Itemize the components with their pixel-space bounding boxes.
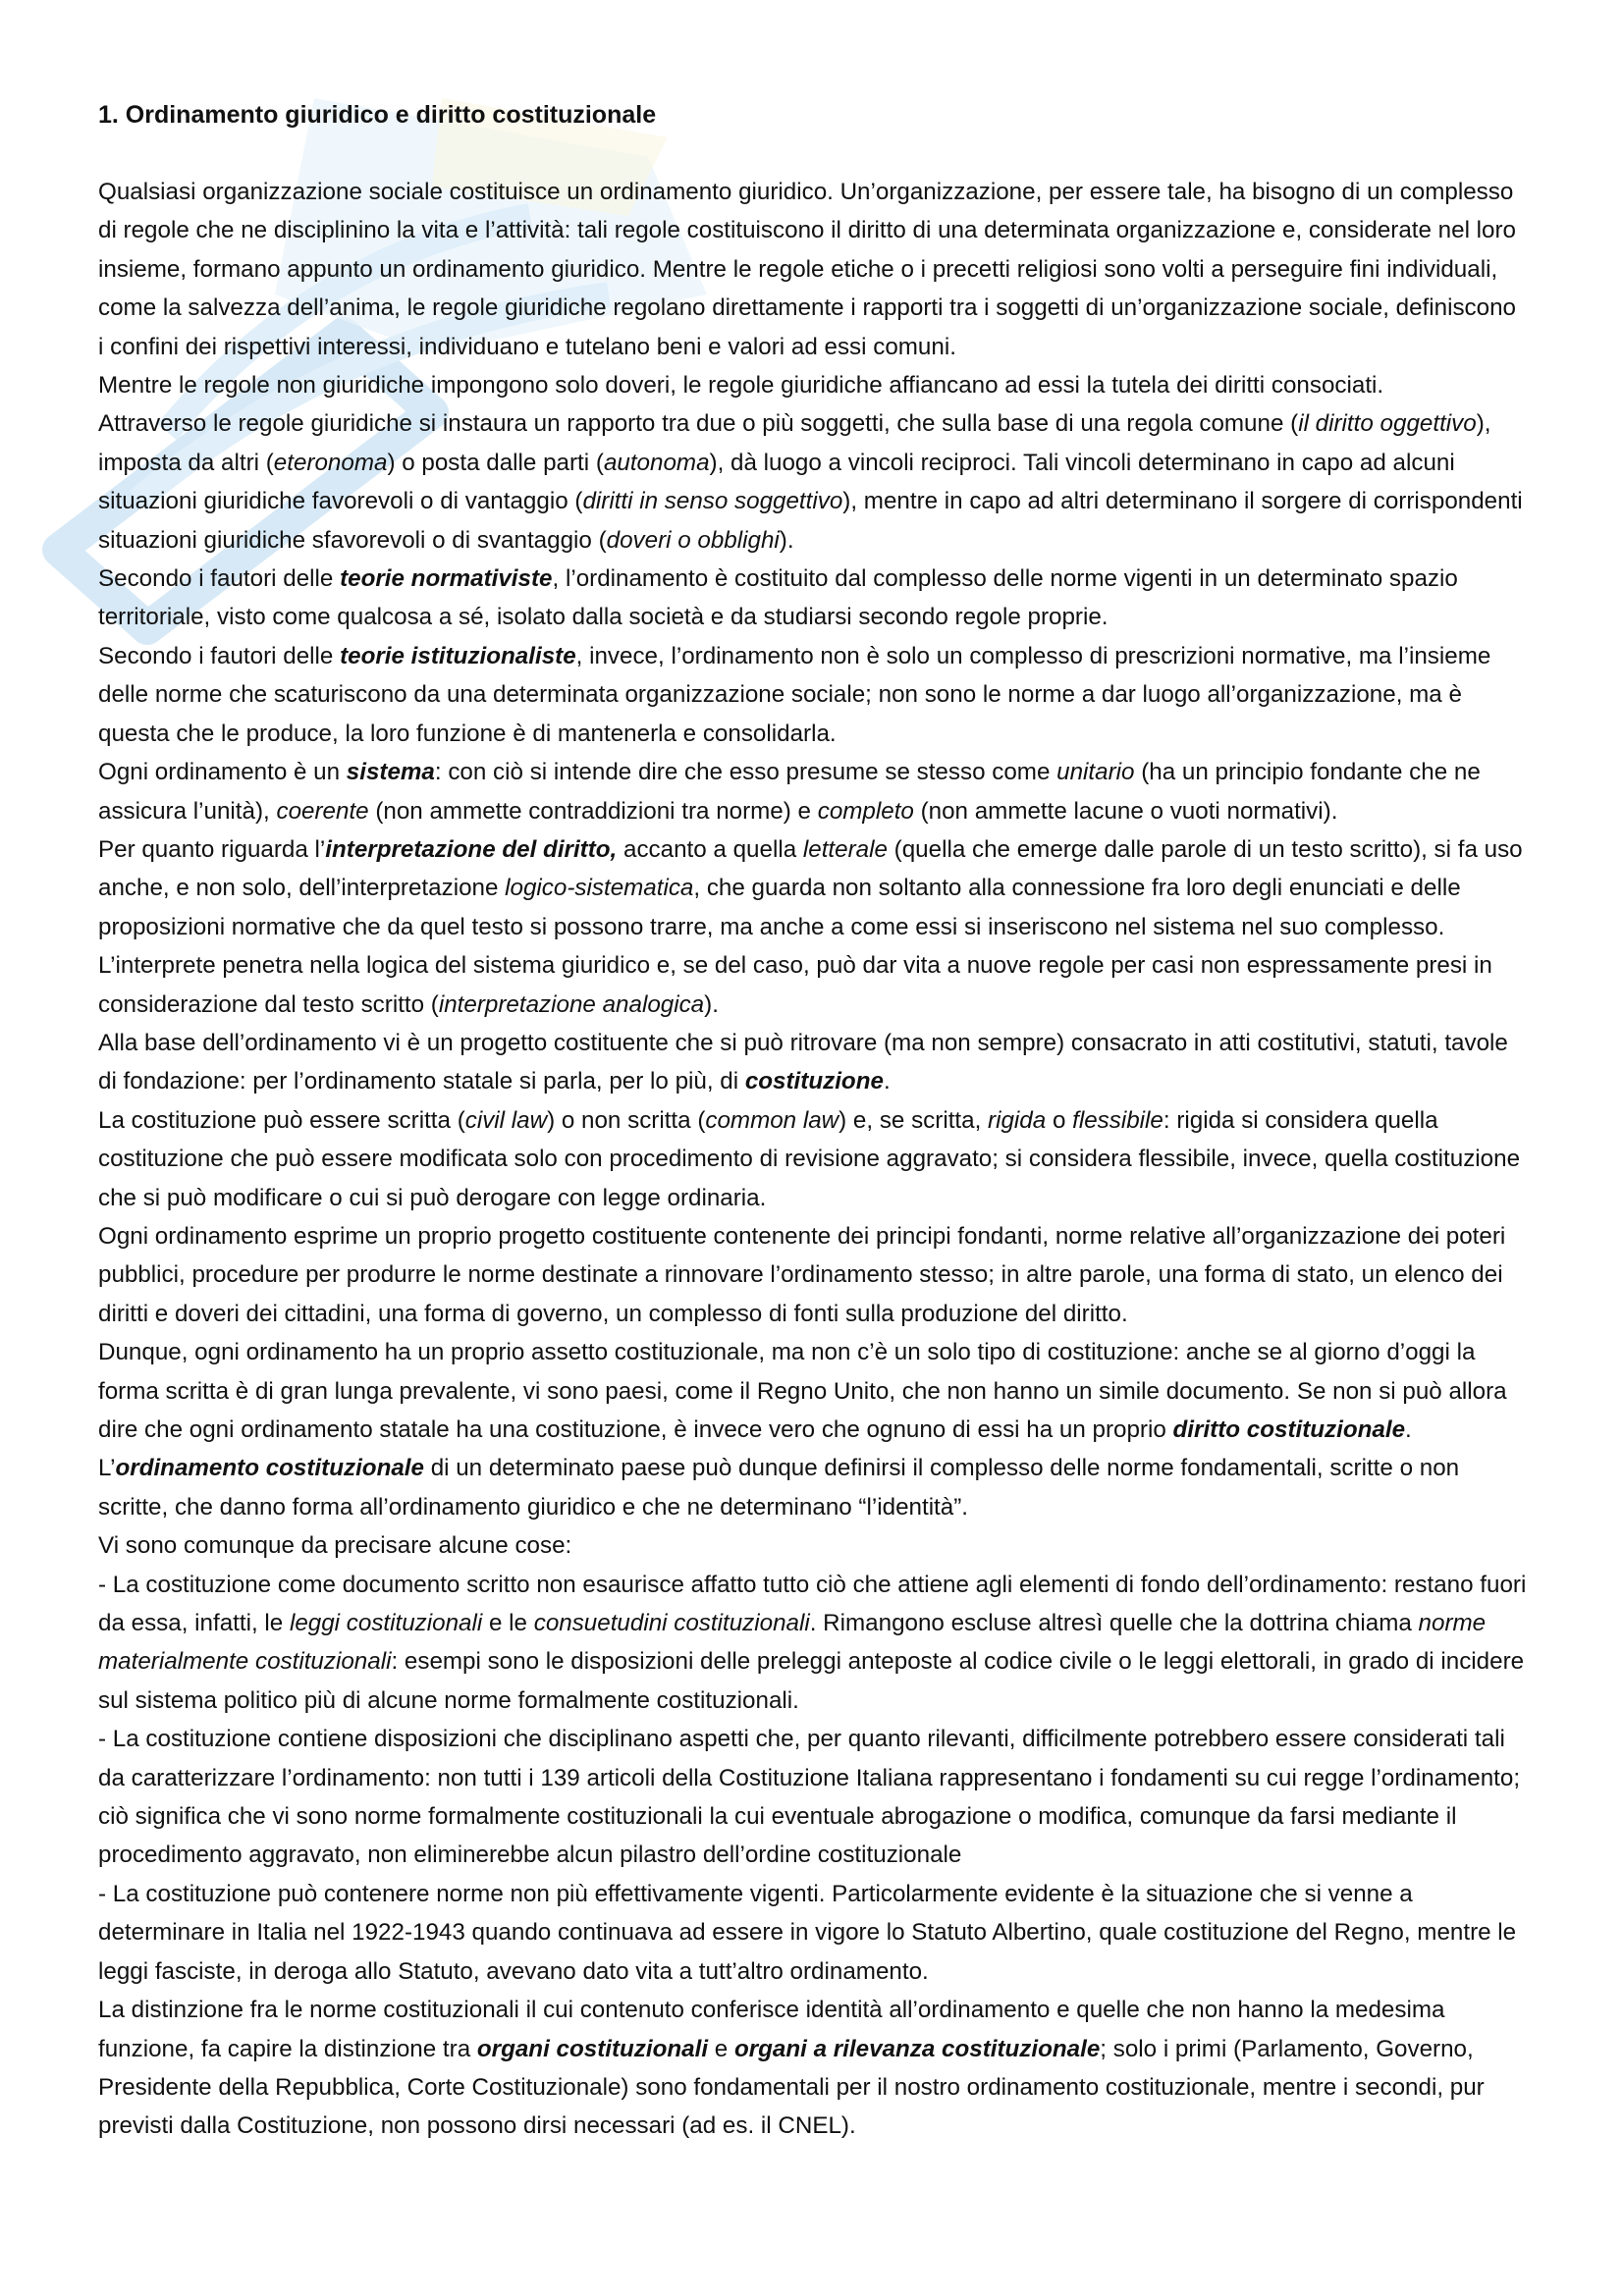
text-run: di un determinato paese può dunque definirsi il complesso delle norme fondamentali, scritte o non scritte, che danno forma all’ordinamento giuridico e che ne determinano “l’identità”. (98, 1455, 1460, 1521)
text-run: Ogni ordinamento è un (98, 759, 347, 786)
text-run: - La costituzione come documento scritto non esaurisce affatto tutto ciò che attiene agli elementi di fondo dell’ordinamento: restano fuori da essa, infatti, le (98, 1571, 1527, 1637)
text-run: Dunque, ogni ordinamento ha un proprio assetto costituzionale, ma non c’è un solo tipo di costituzione: anche se al giorno d’oggi la forma scritta è di gran lunga prevalente, vi sono paesi, come il Regno Unito, che non hanno un simile documento. Se non si può allora dire che ogni ordinamento statale ha una costituzione, è invece vero che ognuno di essi ha un proprio (98, 1339, 1507, 1443)
text-run: Secondo i fautori delle (98, 642, 341, 669)
text-run: (non ammette contraddizioni tra norme) e (368, 797, 818, 825)
text-run: ), mentre in capo ad altri determinano il sorgere di corrispondenti situazioni giuridiche sfavorevoli o di svantaggio ( (98, 488, 1523, 554)
text-run: La costituzione può essere scritta ( (98, 1106, 465, 1134)
italic-term: flessibile (1072, 1106, 1163, 1134)
italic-term: rigida (988, 1106, 1047, 1134)
text-run: . Rimangono escluse altresì quelle che la dottrina chiama (809, 1610, 1419, 1637)
text-run: Qualsiasi organizzazione sociale costituisce un ordinamento giuridico. Un’organizzazione, per essere tale, ha bisogno di un complesso di regole che ne disciplinino la vita e l’attività: tali regole costituiscono il diritto di una determinata organizzazione e, considerate nel loro insieme, formano appunto un ordinamento giuridico. Mentre le regole etiche o i precetti religiosi sono volti a perseguire fini individuali, come la salvezza dell’anima, le regole giuridiche regolano direttamente i rapporti tra i soggetti di un’organizzazione sociale, definiscono i confini dei rispettivi interessi, individuano e tutelano beni e valori ad essi comuni. (98, 179, 1516, 360)
paragraph (98, 366, 1527, 404)
italic-term: autonoma (603, 449, 710, 476)
text-run: Secondo i fautori delle (98, 565, 341, 593)
italic-term: norme materialmente costituzionali (98, 1610, 1487, 1676)
text-run: , invece, l’ordinamento non è solo un complesso di prescrizioni normative, ma l’insieme delle norme che scaturiscono da una determinata organizzazione sociale; non sono le norme a dar luogo all’organizzazione, ma è questa che le produce, la loro funzione è di mantenerla e consolidarla. (98, 642, 1491, 747)
text-run: (non ammette lacune o vuoti normativi). (913, 797, 1338, 825)
text-run: L’ (98, 1455, 116, 1482)
text-run: Vi sono comunque da precisare alcune cose: (98, 1532, 572, 1560)
paragraph (98, 1024, 1527, 1101)
italic-term: coerente (276, 797, 369, 825)
text-run: ) o posta dalle parti ( (387, 449, 604, 476)
paragraph (98, 830, 1527, 1024)
document-title: 1. Ordinamento giuridico e diritto costituzionale (98, 101, 657, 129)
paragraph (98, 560, 1527, 637)
text-run: Alla base dell’ordinamento vi è un progetto costituente che si può ritrovare (ma non sempre) consacrato in atti costitutivi, statuti, tavole di fondazione: per l’ordinamento statale si parla, per lo più, di (98, 1029, 1508, 1095)
text-run: . (883, 1068, 891, 1095)
text-run: ). (779, 526, 794, 554)
paragraph (98, 1217, 1527, 1333)
text-run: - La costituzione contiene disposizioni che disciplinano aspetti che, per quanto rilevanti, difficilmente potrebbero essere considerati tali da caratterizzare l’ordinamento: non tutti i 139 articoli della Costituzione Italiana rappresentano i fondamenti su cui regge l’ordinamento; ciò significa che vi sono norme formalmente costituzionali la cui eventuale abrogazione o modifica, comunque da farsi mediante il procedimento aggravato, non eliminerebbe alcun pilastro dell’ordine costituzionale (98, 1726, 1521, 1869)
text-run: (quella che emerge dalle parole di un testo scritto), si fa uso anche, e non solo, dell’interpretazione (98, 835, 1523, 902)
bold-italic-term: organi costituzionali (476, 2035, 709, 2062)
bold-italic-term: diritto costituzionale (1172, 1416, 1406, 1443)
text-run: e (708, 2035, 734, 2062)
text-run: ) o non scritta ( (547, 1106, 706, 1134)
text-run: Ogni ordinamento esprime un proprio progetto costituente contenente dei principi fondanti, norme relative all’organizzazione dei poteri pubblici, procedure per produrre le norme destinate a rinnovare l’ordinamento stesso; in altre parole, una forma di stato, un elenco dei diritti e doveri dei cittadini, una forma di governo, un complesso di fonti sulla produzione del diritto. (98, 1222, 1506, 1327)
paragraph (98, 753, 1527, 830)
paragraph (98, 1449, 1527, 1526)
text-run: (ha un principio fondante che ne assicura l’unità), (98, 759, 1481, 825)
paragraph (98, 173, 1527, 366)
italic-term: common law (705, 1106, 839, 1134)
italic-term: leggi costituzionali (289, 1610, 483, 1637)
italic-term: doveri o obblighi (606, 526, 780, 554)
text-run: . (1405, 1416, 1412, 1443)
bold-italic-term: teorie normativiste (340, 565, 553, 593)
bold-italic-term: sistema (346, 759, 435, 786)
italic-term: consuetudini costituzionali (533, 1610, 810, 1637)
paragraph (98, 1333, 1527, 1449)
text-run: ), imposta da altri ( (98, 410, 1491, 476)
italic-term: letterale (802, 835, 888, 863)
text-run: : con ciò si intende dire che esso presume se stesso come (434, 759, 1057, 786)
text-run: ), dà luogo a vincoli reciproci. Tali vincoli determinano in capo ad alcuni situazioni giuridiche favorevoli o di vantaggio ( (98, 449, 1455, 515)
text-run: : esempi sono le disposizioni delle preleggi anteposte al codice civile o le leggi elettorali, in grado di incidere sul sistema politico più di alcune norme formalmente costituzionali. (98, 1648, 1525, 1714)
italic-term: unitario (1056, 759, 1135, 786)
text-run: Per quanto riguarda l’ (98, 835, 326, 863)
text-run: o (1046, 1106, 1073, 1134)
paragraph (98, 1101, 1527, 1217)
italic-term: diritti in senso soggettivo (582, 488, 843, 515)
paragraph (98, 1526, 1527, 1565)
paragraph (98, 404, 1527, 560)
italic-term: eteronoma (273, 449, 388, 476)
paragraph (98, 1720, 1527, 1875)
italic-term: completo (817, 797, 914, 825)
paragraph (98, 1566, 1527, 1721)
text-run: : rigida si considera quella costituzione che può essere modificata solo con procedimento di revisione aggravato; si considera flessibile, invece, quella costituzione che si può modificare o cui si può derogare con legge ordinaria. (98, 1106, 1521, 1211)
text-run: , che guarda non soltanto alla connessione fra loro degli enunciati e delle proposizioni normative che da quel testo si possono trarre, ma anche a come essi si inseriscono nel sistema nel suo complesso. L’interprete penetra nella logica del sistema giuridico e, se del caso, può dar vita a nuove regole per casi non espressamente presi in considerazione dal testo scritto ( (98, 875, 1492, 1018)
text-run: Attraverso le regole giuridiche si instaura un rapporto tra due o più soggetti, che sulla base di una regola comune ( (98, 410, 1299, 438)
text-run: , l’ordinamento è costituito dal complesso delle norme vigenti in un determinato spazio territoriale, visto come qualcosa a sé, isolato dalla società e da studiarsi secondo regole proprie. (98, 565, 1458, 631)
paragraph (98, 1991, 1527, 2146)
bold-italic-term: ordinamento costituzionale (115, 1455, 424, 1482)
bold-italic-term: organi a rilevanza costituzionale (733, 2035, 1101, 2062)
italic-term: interpretazione analogica (438, 990, 705, 1018)
italic-term: civil law (464, 1106, 548, 1134)
text-run: La distinzione fra le norme costituzionali il cui contenuto conferisce identità all’ordinamento e quelle che non hanno la medesima funzione, fa capire la distinzione tra (98, 1997, 1445, 2062)
italic-term: il diritto oggettivo (1298, 410, 1477, 438)
italic-term: logico-sistematica (505, 875, 694, 902)
document-page (98, 96, 1527, 2146)
bold-italic-term: costituzione (744, 1068, 884, 1095)
bold-italic-term: interpretazione del diritto, (325, 835, 618, 863)
text-run: ). (704, 990, 719, 1018)
text-run: ) e, se scritta, (839, 1106, 989, 1134)
text-run: ; solo i primi (Parlamento, Governo, Presidente della Repubblica, Corte Costituzionale) sono fondamentali per il nostro ordinamento costituzionale, mentre i secondi, pur previsti dalla Costituzione, non possono dirsi necessari (ad es. il CNEL). (98, 2035, 1485, 2140)
text-run: e le (482, 1610, 534, 1637)
paragraph (98, 1875, 1527, 1991)
text-run: Mentre le regole non giuridiche impongono solo doveri, le regole giuridiche affiancano ad essi la tutela dei diritti consociati. (98, 372, 1384, 400)
bold-italic-term: teorie istituzionaliste (340, 642, 576, 669)
text-run: accanto a quella (617, 835, 803, 863)
text-run: - La costituzione può contenere norme non più effettivamente vigenti. Particolarmente evidente è la situazione che si venne a determinare in Italia nel 1922-1943 quando continuava ad essere in vigore lo Statuto Albertino, quale costituzione del Regno, mentre le leggi fasciste, in deroga allo Statuto, avevano dato vita a tutt’altro ordinamento. (98, 1880, 1517, 1985)
paragraph (98, 637, 1527, 753)
document-body (98, 173, 1527, 2146)
